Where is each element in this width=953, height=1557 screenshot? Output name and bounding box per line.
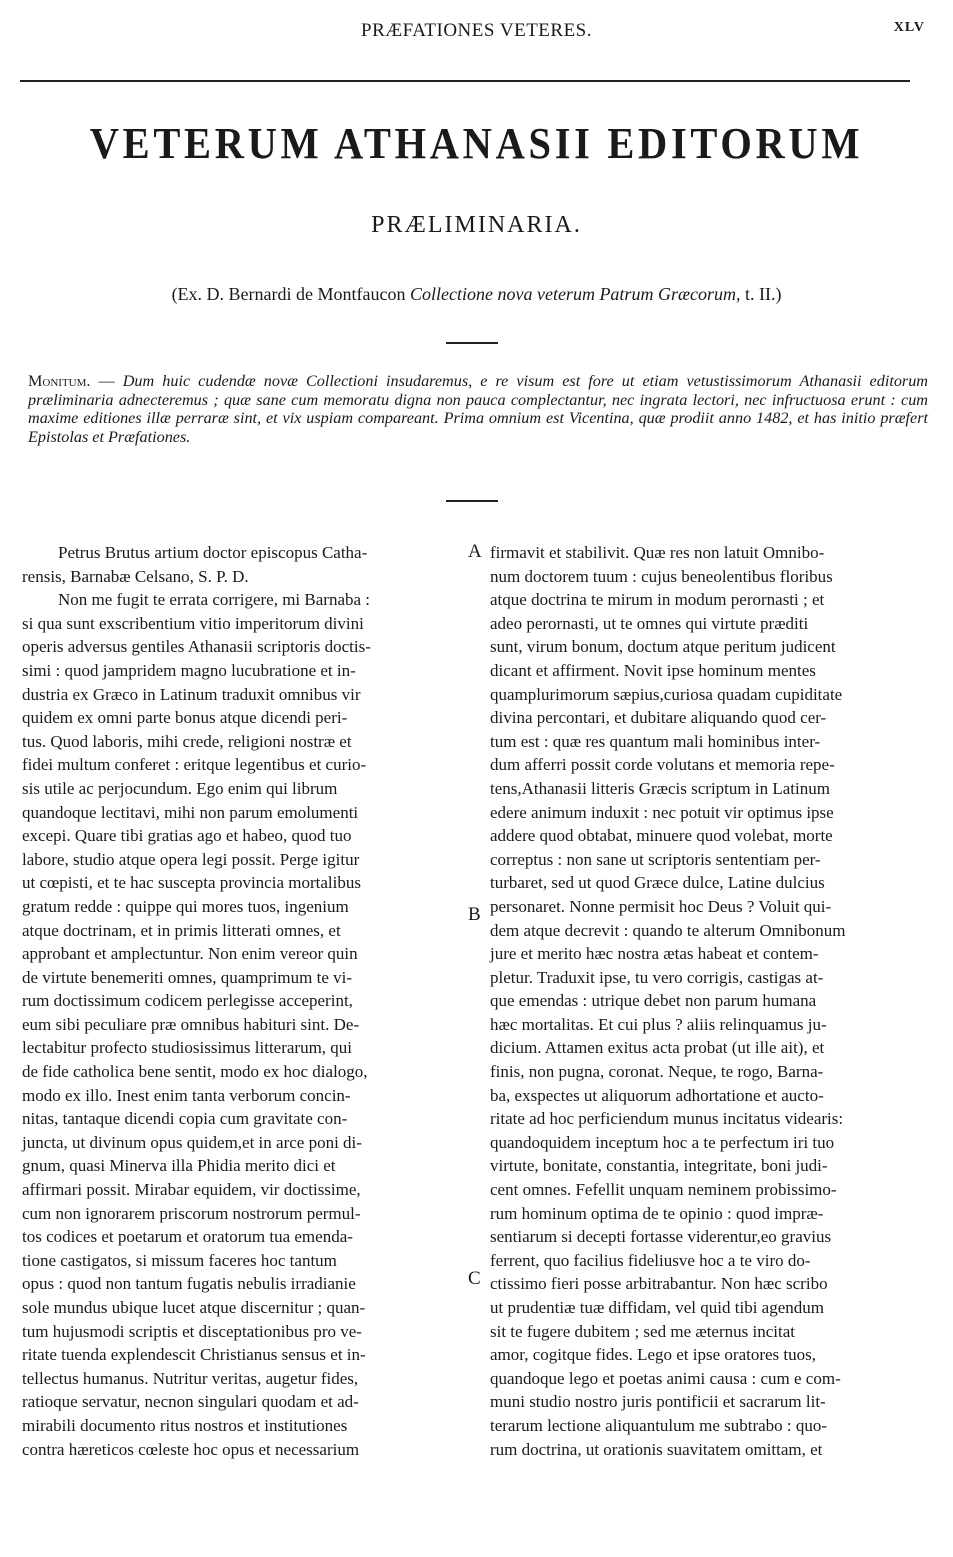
text-line: ferrent, quo facilius fideliusve hoc a te viro do- — [490, 1250, 811, 1270]
text-line: juncta, ut divinum opus quidem,et in arce poni di- — [22, 1132, 362, 1152]
title-rule — [446, 342, 498, 344]
text-line: edere animum induxit : nec potuit vir optimus ipse — [490, 802, 834, 822]
text-line: num doctorem tuum : cujus beneolentibus floribus — [490, 566, 833, 586]
main-title: VETERUM ATHANASII EDITORUM — [89, 119, 864, 168]
text-line: hæc mortalitas. Et cui plus ? aliis relinquamus ju- — [490, 1014, 827, 1034]
text-line: virtute, bonitate, constantia, integritate, boni judi- — [490, 1156, 828, 1176]
text-line: simi : quod jampridem magno lucubratione et in- — [22, 660, 356, 680]
text-line: tione castigatos, si missum faceres hoc tantum — [22, 1250, 337, 1270]
monitum-text: Dum huic cudendæ novæ Collectioni insudaremus, e re visum est fore ut etiam vetustissimorum Athanasii editorum præliminaria adnecteremus ; quæ sane cum memoratu digna non pauca complectantur, nec ingrata lectori, nec infructuosa erunt : cum maxime editiones illæ perraræ sint, et vix uspiam compareant. Prima omnium est Vicentina, quæ prodiit anno 1482, et has initio præfert Epistolas et Præfationes. — [28, 372, 928, 446]
margin-letter-a: A — [468, 541, 482, 562]
text-line: gnum, quasi Minerva illa Phidia merito dici et — [22, 1156, 336, 1176]
margin-letter-b: B — [468, 904, 481, 925]
text-line: ratioque servatur, necnon singulari quodam et ad- — [22, 1392, 359, 1412]
text-line: quamplurimorum sæpius,curiosa quadam cupiditate — [490, 684, 843, 704]
text-line: ritate ad hoc perficiendum munus incitatus videaris: — [490, 1109, 844, 1129]
text-line: jure et merito hæc nostra ætas habeat et contem- — [490, 944, 819, 964]
text-line: de fide catholica bene sentit, modo ex hoc dialogo, — [22, 1062, 368, 1082]
text-line: amor, cogitque fides. Lego et ipse oratores tuos, — [490, 1345, 817, 1365]
text-line: dicium. Attamen exitus acta probat (ut ille ait), et — [490, 1038, 825, 1058]
text-line: addere quod obtabat, minuere quod volebat, morte — [490, 826, 833, 846]
source-prefix: (Ex. D. Bernardi de Montfaucon — [171, 284, 410, 304]
running-head: PRÆFATIONES VETERES. — [361, 20, 592, 41]
monitum-paragraph — [28, 372, 928, 446]
text-line: quandoquidem inceptum hoc a te perfectum iri tuo — [490, 1132, 835, 1152]
text-line: approbant et amplectuntur. Non enim vereor quin — [22, 944, 358, 964]
text-line: eum sibi peculiare præ omnibus habituri sint. De- — [22, 1014, 360, 1034]
text-line: dicant et affirment. Novit ipse hominum mentes — [490, 660, 816, 680]
margin-letter-c: C — [468, 1268, 481, 1289]
text-line: de virtute benemeriti omnes, quamprimum te vi- — [22, 967, 352, 987]
text-line: Non me fugit te errata corrigere, mi Barnaba : — [58, 590, 371, 610]
text-line: contra hæreticos cœleste hoc opus et necessarium — [22, 1439, 360, 1459]
text-line: sunt, virum bonum, doctum atque peritum judicent — [490, 637, 836, 657]
text-line: ritate tuenda explendescit Christianus sensus et in- — [22, 1345, 366, 1365]
text-line: tus. Quod laboris, mihi crede, religioni nostræ et — [22, 731, 352, 751]
text-line: affirmari possit. Mirabar equidem, vir doctissime, — [22, 1180, 361, 1200]
source-citation — [0, 284, 953, 305]
text-line: ba, exspectes ut aliquorum adhortatione et aucto- — [490, 1085, 824, 1105]
text-line: dustria ex Græco in Latinum traduxit omnibus vir — [22, 684, 361, 704]
text-line: dem atque decrevit : quando te alterum Omnibonum — [490, 920, 846, 940]
text-line: rum doctissimum codicem perlegisse acceperint, — [22, 991, 353, 1011]
text-line: opus : quod non tantum fugatis nebulis irradianie — [22, 1274, 356, 1294]
text-line: gratum redde : quippe qui mores tuos, ingenium — [22, 896, 349, 916]
sub-title: PRÆLIMINARIA. — [371, 212, 582, 238]
text-line: labore, studio atque opera legi possit. Perge igitur — [22, 849, 360, 869]
text-line: ctissimo fieri posse arbitrabantur. Non hæc scribo — [490, 1274, 828, 1294]
text-line: si qua sunt exscribentium vitio imperitorum divini — [22, 613, 364, 633]
text-line: sit te fugere dubitem ; sed me æternus incitat — [490, 1321, 795, 1341]
text-line: divina percontari, et dubitare aliquando quod cer- — [490, 708, 827, 728]
text-line: mirabili documento ritus nostros et institutiones — [22, 1415, 348, 1435]
right-column — [490, 541, 933, 1461]
text-line: tos codices et poetarum et oratorum tua emenda- — [22, 1227, 353, 1247]
text-line: tum est : quæ res quantum mali hominibus inter- — [490, 731, 821, 751]
text-line: correptus : non sane ut scriptoris sententiam per- — [490, 849, 821, 869]
text-line: lectabitur profecto studiosissimus litterarum, qui — [22, 1038, 353, 1058]
monitum-dash: — — [90, 372, 123, 390]
text-line: modo ex illo. Inest enim tanta verborum concin- — [22, 1085, 351, 1105]
text-line: ut cœpisti, et te hac suscepta provincia mortalibus — [22, 873, 361, 893]
text-line: firmavit et stabilivit. Quæ res non latuit Omnibo- — [490, 543, 825, 562]
text-line: tum hujusmodi scriptis et disceptationibus pro ve- — [22, 1321, 362, 1341]
text-line: turbaret, sed ut quod Græce dulce, Latine dulcius — [490, 873, 825, 893]
text-line: rum hominum optima de te opinio : quod impræ- — [490, 1203, 824, 1223]
text-line: ut prudentiæ tuæ diffidam, vel quid tibi agendum — [490, 1298, 824, 1317]
text-line: quandoque lego et poetas animi causa : cum e com- — [490, 1368, 841, 1388]
text-line: cum non ignorarem priscorum nostrorum permul- — [22, 1203, 361, 1223]
text-line: terarum lectione aliquantulum me subtrabo : quo- — [490, 1415, 828, 1435]
page-number: XLV — [893, 20, 925, 35]
text-line: que emendas : utrique debet non parum humana — [490, 991, 817, 1011]
text-line: excepi. Quare tibi gratias ago et habeo, quod tuo — [22, 826, 352, 846]
text-line: sole mundus ubique lucet atque discernitur ; quan- — [22, 1298, 366, 1317]
text-line: personaret. Nonne permisit hoc Deus ? Voluit qui- — [490, 896, 832, 916]
text-line: operis adversus gentiles Athanasii scriptoris doctis- — [22, 637, 371, 657]
text-line: rensis, Barnabæ Celsano, S. P. D. — [22, 566, 249, 586]
text-line: fidei multum conferet : eritque legentibus et curio- — [22, 755, 367, 775]
text-line: pletur. Traduxit ipse, tu vero corrigis, castigas at- — [490, 967, 824, 987]
text-line: sentiarum si decepti fortasse viderentur,eo gravius — [490, 1227, 832, 1247]
text-line: Petrus Brutus artium doctor episcopus Catha- — [58, 543, 368, 562]
monitum-label: Monitum. — [28, 372, 91, 390]
source-suffix: t. II.) — [740, 284, 782, 304]
text-line: atque doctrinam, et in primis litterati omnes, et — [22, 920, 341, 940]
text-line: muni studio nostro juris pontificii et sacrarum lit- — [490, 1392, 826, 1412]
text-line: quandoque lectitavi, mihi non parum emolumenti — [22, 802, 359, 822]
text-line: nitas, tantaque dicendi copia cum gravitate con- — [22, 1109, 348, 1129]
monitum-rule — [446, 500, 498, 502]
text-line: finis, non pugna, coronat. Neque, te rogo, Barna- — [490, 1062, 824, 1082]
text-line: rum doctrina, ut orationis suavitatem omittam, et — [490, 1439, 823, 1459]
header-rule — [20, 80, 910, 82]
text-line: cent omnes. Fefellit unquam neminem probissimo- — [490, 1180, 837, 1200]
left-column — [22, 541, 464, 1461]
text-line: sis utile ac perjocundum. Ego enim qui librum — [22, 778, 338, 798]
text-line: tellectus humanus. Nutritur veritas, augetur fides, — [22, 1368, 359, 1388]
text-line: atque doctrina te mirum in modum perornasti ; et — [490, 590, 825, 610]
text-line: adeo perornasti, ut te omnes qui virtute præditi — [490, 613, 809, 633]
source-work-title: Collectione nova veterum Patrum Græcorum, — [410, 284, 741, 304]
text-line: quidem ex omni parte bonus atque dicendi peri- — [22, 708, 348, 728]
text-line: tens,Athanasii litteris Græcis scriptum in Latinum — [490, 778, 830, 798]
text-line: dum afferri possit corde volutans et memoria repe- — [490, 755, 835, 775]
